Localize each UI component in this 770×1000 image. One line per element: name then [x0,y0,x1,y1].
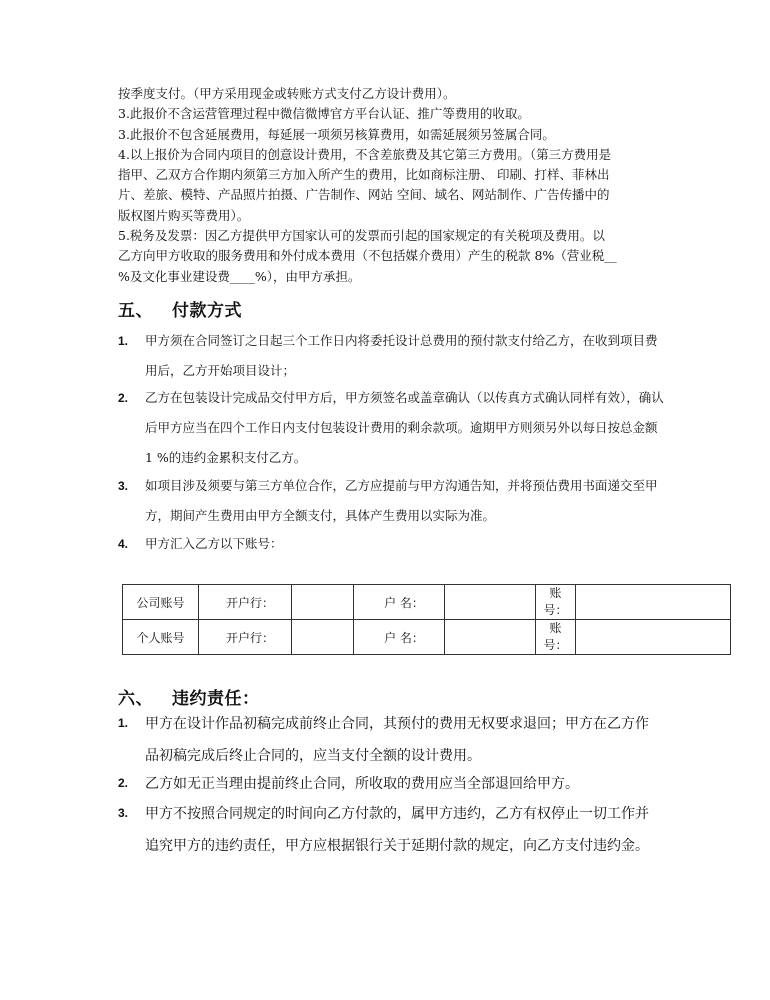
table-row [123,585,731,620]
section-heading-payment [118,296,242,321]
account-label-part: 账 [549,621,562,635]
list-item [118,806,688,862]
name-label-cell: 户 名： [354,620,445,655]
account-label-cell [536,585,576,620]
name-label-cell: 户 名： [354,585,445,620]
account-type-cell: 公司账号 [123,585,199,620]
intro-paragraph [118,84,678,287]
intro-line: 版权图片购买等费用）。 [118,207,250,223]
item-number: 1. [118,716,129,730]
bank-label-cell: 开户行： [199,585,292,620]
name-value-cell [445,585,536,620]
intro-line: 按季度支付。（甲方采用现金或转账方式支付乙方设计费用）。 [118,86,456,101]
item-line: 甲方不按照合同规定的时间向乙方付款的，属甲方违约，乙方有权停止一切工作并 [145,806,649,822]
list-item [118,776,688,800]
section-title: 违约责任： [172,689,260,709]
section-heading-liability [118,684,260,709]
item-line: 用后，乙方开始项目设计； [145,363,296,378]
item-line: 如项目涉及须要与第三方单位合作，乙方应提前与甲方沟通告知，并将预估费用书面递交至甲 [145,478,658,493]
intro-line: 片、差旅、模特、产品照片拍摄、广告制作、网站 空间、域名、网站制作、广告传播中的 [118,187,610,203]
item-line: 追究甲方的违约责任，甲方应根据银行关于延期付款的规定，向乙方支付违约金。 [145,838,649,854]
item-line: 方，期间产生费用由甲方全额支付，具体产生费用以实际为准。 [145,508,496,523]
account-value-cell [576,585,731,620]
intro-line: %及文化事业建设费____%），由甲方承担。 [118,268,361,284]
item-number: 3. [118,479,129,493]
list-item [118,479,688,531]
list-item [118,716,688,772]
bank-value-cell [292,620,354,655]
section-number: 五、 [118,301,153,321]
item-line: 甲方汇入乙方以下账号： [145,536,283,551]
intro-line: 指甲、乙双方合作期内须第三方加入所产生的费用，比如商标注册、 印刷、打样、菲林出 [118,167,610,183]
name-value-cell [445,620,536,655]
intro-line: 乙方向甲方收取的服务费用和外付成本费用（不包括媒介费用）产生的税款 8%（营业税__ [118,248,617,264]
section-title: 付款方式 [172,301,242,321]
item-line: 甲方在设计作品初稿完成前终止合同，其预付的费用无权要求退回；甲方在乙方作 [145,716,649,732]
section-number: 六、 [118,689,153,709]
account-label-part: 号： [543,638,568,652]
list-item [118,391,688,473]
item-line: 1 %的违约金累积支付乙方。 [145,450,307,465]
item-line: 甲方须在合同签订之日起三个工作日内将委托设计总费用的预付款支付给乙方，在收到项目费 [145,333,658,348]
item-number: 4. [118,537,129,551]
item-number: 2. [118,776,129,790]
item-number: 2. [118,391,129,405]
item-number: 3. [118,806,129,820]
bank-label-cell: 开户行： [199,620,292,655]
account-value-cell [576,620,731,655]
account-type-cell: 个人账号 [123,620,199,655]
item-number: 1. [118,334,129,348]
item-line: 后甲方应当在四个工作日内支付包装设计费用的剩余款项。逾期甲方则须另外以每日按总金额 [145,420,658,435]
item-line: 品初稿完成后终止合同的，应当支付全额的设计费用。 [145,748,481,764]
bank-value-cell [292,585,354,620]
list-item [118,334,688,386]
intro-line: 4.以上报价为合同内项目的创意设计费用，不含差旅费及其它第三方费用。（第三方费用是 [118,146,612,162]
intro-line: 3.此报价不包含延展费用，每延展一项须另核算费用，如需延展须另签属合同。 [118,126,555,142]
item-line: 乙方如无正当理由提前终止合同，所收取的费用应当全部退回给甲方。 [145,776,579,792]
item-line: 乙方在包装设计完成品交付甲方后，甲方须签名或盖章确认（以传真方式确认同样有效），确认 [145,390,664,405]
account-table [122,584,731,655]
list-item [118,537,688,559]
account-label-cell [536,620,576,655]
account-label-part: 账 [549,586,562,600]
intro-line: 5.税务及发票：因乙方提供甲方国家认可的发票而引起的国家规定的有关税项及费用。以 [118,228,605,244]
table-row [123,620,731,655]
intro-line: 3.此报价不含运营管理过程中微信微博官方平台认证、推广等费用的收取。 [118,106,530,122]
account-label-part: 号： [543,603,568,617]
